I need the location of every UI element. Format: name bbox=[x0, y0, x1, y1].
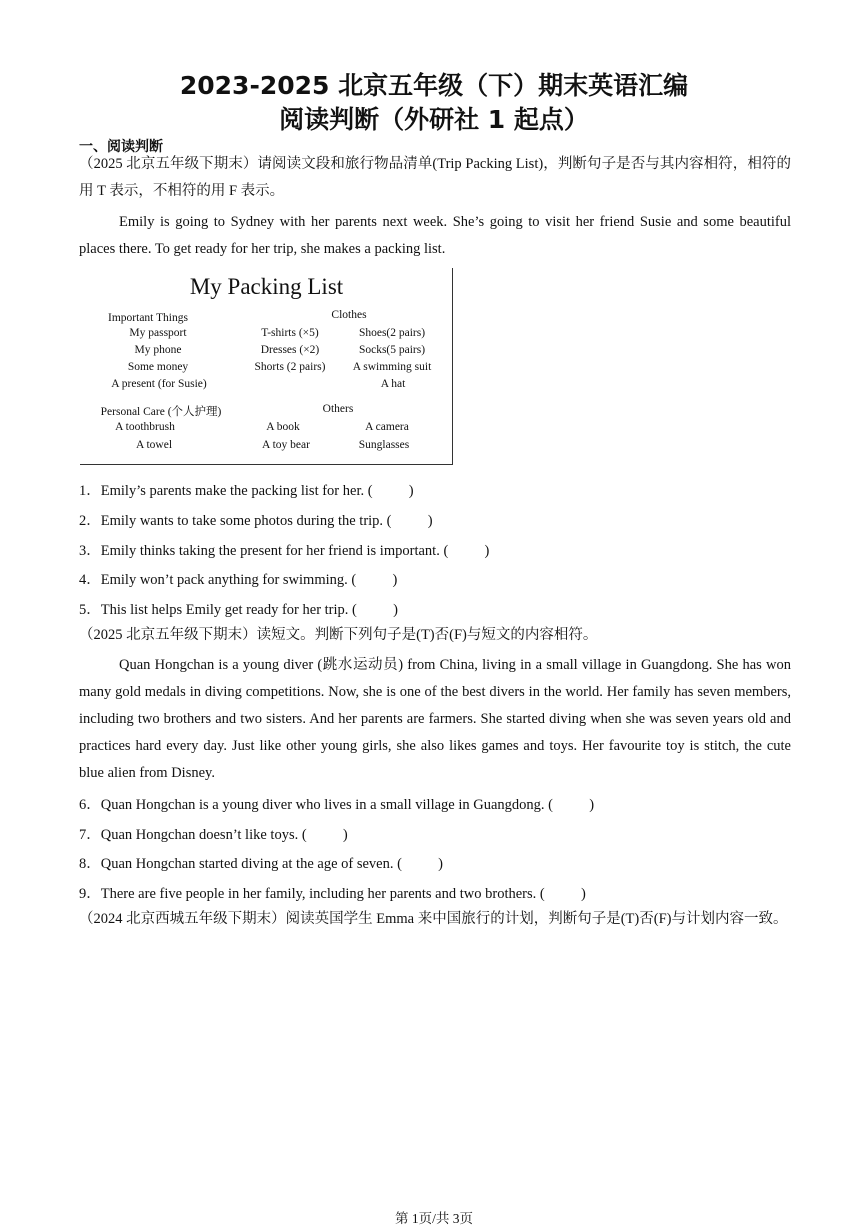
personal-care-heading: Personal Care (个人护理) bbox=[100, 406, 222, 418]
question-item: 4．Emily won’t pack anything for swimming. ( ) bbox=[79, 572, 398, 588]
important-heading: Important Things bbox=[108, 312, 188, 324]
page-footer: 第 1页/共 3页 bbox=[394, 1211, 473, 1226]
passage3-instruction: （2024 北京西城五年级下期末）阅读英国学生 Emma 来中国旅行的计划，判断句子是(T)否(F)与计划内容一致。 bbox=[79, 911, 788, 927]
question-item: 9．There are five people in her family, including her parents and two brothers. ( ) bbox=[79, 886, 586, 902]
document-title-line1: 2023-2025 北京五年级（下）期末英语汇编 bbox=[179, 71, 689, 100]
list-item: A present (for Susie) bbox=[111, 378, 207, 390]
packing-list-title: My Packing List bbox=[189, 274, 344, 299]
list-item: My phone bbox=[134, 344, 182, 356]
list-item: T-shirts (×5) bbox=[261, 327, 319, 339]
list-item: Dresses (×2) bbox=[260, 344, 320, 356]
clothes-heading: Clothes bbox=[331, 309, 367, 321]
passage1-instruction: （2025 北京五年级下期末）请阅读文段和旅行物品清单(Trip Packing List)，判断句子是否与其内容相符，相符的用 T 表示，不相符的用 F 表示。 bbox=[79, 156, 791, 199]
question-item: 3．Emily thinks taking the present for her friend is important. ( ) bbox=[79, 543, 490, 559]
question-item: 8．Quan Hongchan started diving at the age of seven. ( ) bbox=[79, 856, 444, 872]
question-item: 1．Emily’s parents make the packing list for her. ( ) bbox=[79, 483, 414, 499]
passage2-text: Quan Hongchan is a young diver (跳水运动员) from China, living in a small village in Guangdong. She has won many gold medals in diving competitions. Now, she is one of the best divers in the world. Her family has seven members, including two brothers and two sisters. And her parents are farmers. She started diving when she was seven years old and practices hard every day. Just like other young girls, she also likes games and toys. Her favourite toy is stitch, the cute blue alien from Disney. bbox=[79, 657, 791, 781]
list-item: A towel bbox=[135, 439, 173, 451]
question-item: 7．Quan Hongchan doesn’t like toys. ( ) bbox=[79, 827, 348, 843]
others-heading: Others bbox=[322, 403, 354, 415]
list-item: Shoes(2 pairs) bbox=[358, 327, 426, 339]
list-item: My passport bbox=[129, 327, 187, 339]
list-item: A toothbrush bbox=[115, 421, 175, 433]
section-heading: 一、阅读判断 bbox=[79, 139, 163, 155]
list-item: A hat bbox=[380, 378, 406, 390]
packing-list-figure bbox=[80, 268, 453, 465]
list-item: A swimming suit bbox=[352, 361, 432, 373]
list-item: A toy bear bbox=[262, 439, 310, 451]
question-item: 6．Quan Hongchan is a young diver who lives in a small village in Guangdong. ( ) bbox=[79, 797, 595, 813]
passage1-text: Emily is going to Sydney with her parents next week. She’s going to visit her friend Susie and some beautiful places there. To get ready for her trip, she makes a packing list. bbox=[79, 214, 791, 257]
question-item: 2．Emily wants to take some photos during the trip. ( ) bbox=[79, 513, 433, 529]
list-item: A book bbox=[266, 421, 300, 433]
document-title-line2: 阅读判断（外研社 1 起点） bbox=[279, 105, 589, 134]
list-item: Sunglasses bbox=[358, 439, 410, 451]
passage2-instruction: （2025 北京五年级下期末）读短文。判断下列句子是(T)否(F)与短文的内容相符。 bbox=[79, 627, 598, 643]
list-item: Socks(5 pairs) bbox=[358, 344, 426, 356]
list-item: Some money bbox=[127, 361, 189, 373]
question-item: 5．This list helps Emily get ready for her trip. ( ) bbox=[79, 602, 398, 618]
list-item: Shorts (2 pairs) bbox=[254, 361, 326, 373]
list-item: A camera bbox=[365, 421, 409, 433]
